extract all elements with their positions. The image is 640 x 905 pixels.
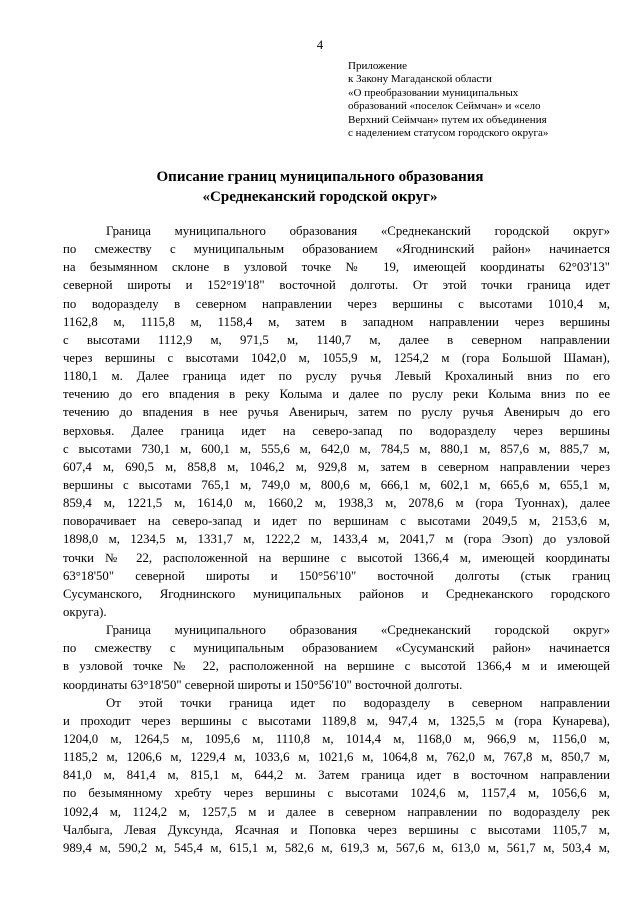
text-line: 1185,2 м, 1206,6 м, 1229,4 м, 1033,6 м, 1021,6 м, 1064,8 м, 762,0 м, 767,8 м, 850,7 м, [63, 750, 610, 765]
text-line: 859,4 м, 1221,5 м, 1614,0 м, 1660,2 м, 1938,3 м, 2078,6 м (гора Туоннах), далее [63, 496, 610, 511]
text-line: 1162,8 м, 1115,8 м, 1158,4 м, затем в западном направлении через вершины [63, 314, 610, 329]
text-line: 1898,0 м, 1234,5 м, 1331,7 м, 1222,2 м, 1433,4 м, 2041,7 м (гора Эзоп) до узловой [63, 532, 610, 547]
paragraph [63, 621, 610, 694]
text-line: Граница муниципального образования «Среднеканский городской округ» [106, 623, 610, 638]
text-line: 63°18'50" северной широты и 150°56'10" восточной долготы (стык границ [63, 568, 610, 583]
text-line: по смежеству с муниципальным образованием «Ягоднинский район» начинается [63, 242, 610, 257]
text-line: поворачивает на северо-запад и идет по вершинам с высотами 2049,5 м, 2153,6 м, [63, 514, 610, 529]
text-line: по безымянному хребту через вершины с высотами 1024,6 м, 1157,4 м, 1056,6 м, [63, 786, 610, 801]
text-line: точки № 22, расположенной на вершине с высотой 1366,4 м, имеющей координаты [63, 550, 610, 565]
document-title [0, 167, 640, 207]
text-line: по водоразделу в северном направлении через вершины с высотами 1010,4 м, [63, 296, 610, 311]
appendix-line: «О преобразовании муниципальных [348, 86, 519, 99]
text-line: Граница муниципального образования «Среднеканский городской округ» [106, 224, 610, 238]
text-line: Сусуманского, Ягоднинского муниципальных районов и Среднеканского городского [63, 586, 610, 601]
appendix-line: с наделением статусом городского округа» [348, 127, 549, 140]
text-line: координаты 63°18'50" северной широты и 150°56'10" восточной долготы. [63, 677, 463, 692]
appendix-line: образований «поселок Сеймчан» и «село [348, 100, 541, 113]
text-line: Чалбыга, Левая Дуксунда, Ясачная и Поповка через вершины с высотами 1105,7 м, [63, 822, 610, 837]
paragraph [63, 694, 610, 857]
title-line: «Среднеканский городской округ» [202, 189, 438, 205]
text-line: 1204,0 м, 1264,5 м, 1095,6 м, 1110,8 м, 1014,4 м, 1168,0 м, 966,9 м, 1156,0 м, [63, 731, 610, 746]
text-line: 1180,1 м. Далее граница идет по руслу ручья Левый Крохалиный вниз по его [63, 369, 610, 384]
appendix-line: Приложение [348, 60, 408, 72]
text-line: 1092,4 м, 1124,2 м, 1257,5 м и далее в северном направлении по водоразделу рек [63, 804, 610, 819]
text-line: через вершины с высотами 1042,0 м, 1055,9 м, 1254,2 м (гора Большой Шаман), [63, 350, 610, 365]
title-line: Описание границ муниципального образования [156, 169, 484, 185]
appendix-line: Верхний Сеймчан» путем их объединения [348, 113, 547, 126]
text-line: с высотами 730,1 м, 600,1 м, 555,6 м, 642,0 м, 784,5 м, 880,1 м, 857,6 м, 885,7 м, [63, 441, 610, 456]
text-line: От этой точки граница идет по водоразделу в северном направлении [106, 695, 610, 710]
text-line: течению до его впадения в реку Колыма и далее по руслу реки Колыма вниз по ее [63, 387, 610, 402]
text-line: 607,4 м, 690,5 м, 858,8 м, 1046,2 м, 929,8 м, затем в северном направлении через [63, 459, 610, 474]
document-body [63, 222, 610, 857]
text-line: верховья. Далее граница идет на северо-запад по водоразделу через вершины [63, 423, 610, 438]
text-line: 841,0 м, 841,4 м, 815,1 м, 644,2 м. Затем граница идет в восточном направлении [63, 768, 610, 783]
text-line: течению до впадения в нее ручья Авенирыч, затем по руслу ручья Авенирыч до его [63, 405, 610, 420]
text-line: вершины с высотами 765,1 м, 749,0 м, 800,6 м, 666,1 м, 602,1 м, 665,6 м, 655,1 м, [63, 477, 610, 492]
text-line: в узловой точке № 22, расположенной на вершине с высотой 1366,4 м и имеющей [63, 659, 610, 674]
text-line: и проходит через вершины с высотами 1189,8 м, 947,4 м, 1325,5 м (гора Кунарева), [63, 713, 610, 728]
text-line: на безымянном склоне в узловой точке № 19, имеющей координаты 62°03'13" [63, 260, 610, 275]
appendix-line: к Закону Магаданской области [348, 73, 492, 86]
text-line: 989,4 м, 590,2 м, 545,4 м, 615,1 м, 582,6 м, 619,3 м, 567,6 м, 613,0 м, 561,7 м, 503,4 м, [63, 840, 610, 855]
paragraph [63, 222, 610, 621]
text-line: округа). [63, 604, 107, 619]
text-line: с высотами 1112,9 м, 971,5 м, 1140,7 м, далее в северном направлении [63, 332, 610, 347]
text-line: северной широты и 152°19'18" восточной долготы. От этой точки граница идет [63, 278, 610, 293]
appendix-note [348, 60, 628, 140]
text-line: по смежеству с муниципальным образованием «Сусуманский район» начинается [63, 641, 610, 656]
page-number: 4 [316, 38, 324, 52]
